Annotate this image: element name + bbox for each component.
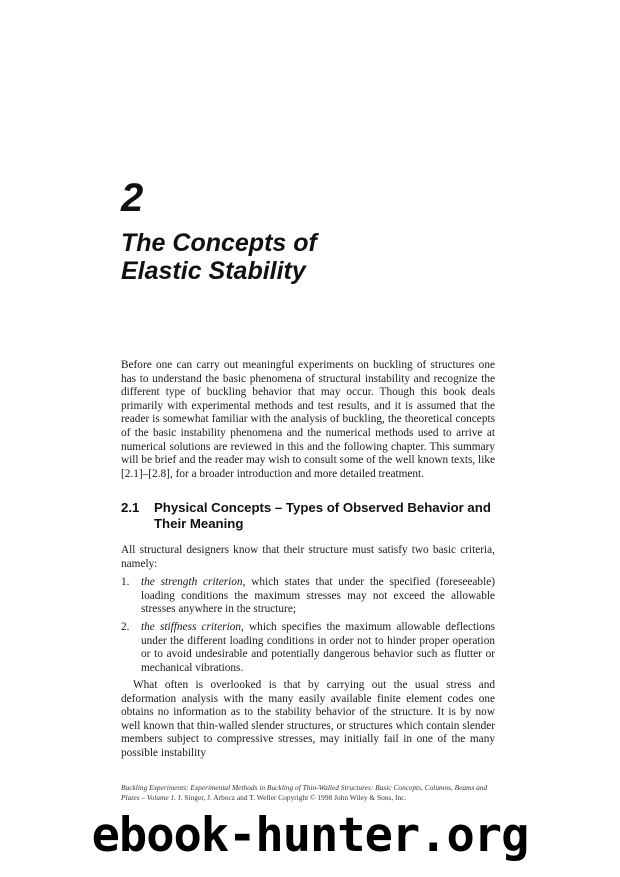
footer-credits: J. Singer, J. Arbocz and T. Weller Copyright © 1998 John Wiley & Sons, Inc. <box>176 793 407 802</box>
list-item-text: , which specifies the maximum allowable deflections under the different loading conditions in order not to hinder proper operation or to avoid undesirable and potentially dangerous behavior such as flutter or mechanical vibrations. <box>141 621 495 674</box>
list-item-body <box>141 576 495 617</box>
overlooked-paragraph: What often is overlooked is that by carrying out the usual stress and deformation analysis with the many easily available finite element codes one obtains no information as to the stability behavior of the structure. It is by now well known that thin-walled slender structures, or structures which contain slender members subject to compressive stresses, may initially fail in one of the many possible instability <box>121 679 495 759</box>
section-heading <box>121 500 501 532</box>
list-item-term: the stiffness criterion <box>141 621 242 633</box>
chapter-title-line-2: Elastic Stability <box>121 257 306 285</box>
list-item-number: 2. <box>121 621 130 633</box>
list-item-body <box>141 621 495 675</box>
chapter-title-line-1: The Concepts of <box>121 229 317 257</box>
list-item-stiffness-criterion <box>121 621 495 675</box>
chapter-number: 2 <box>121 176 144 220</box>
list-item-number: 1. <box>121 576 130 588</box>
list-item-text: , which states that under the specified (foreseeable) loading conditions the maximum stresses may not exceed the allowable stresses anywhere in the structure; <box>141 576 495 616</box>
page-footer <box>121 783 495 803</box>
chapter-title <box>121 229 317 285</box>
watermark: ebook-hunter.org <box>91 808 529 863</box>
criteria-lead-paragraph: All structural designers know that their structure must satisfy two basic criteria, namely: <box>121 544 495 570</box>
section-number: 2.1 <box>121 500 140 515</box>
section-title: Physical Concepts – Types of Observed Behavior and Their Meaning <box>154 500 491 531</box>
footer-book-title: Buckling Experiments: Experimental Methods in Buckling of Thin-Walled Structures: Basic Concepts, Columns, Beams and Plates – Volume 1. <box>121 783 488 802</box>
intro-paragraph: Before one can carry out meaningful experiments on buckling of structures one has to understand the basic phenomena of structural instability and recognize the different type of buckling behavior that may occur. Though this book deals primarily with experimental methods and test results, and it is assumed that the reader is somewhat familiar with the analysis of buckling, the theoretical concepts of the basic instability phenomena and the numerical methods used to arrive at numerical solutions are reviewed in this and the following chapter. This summary will be brief and the reader may wish to consult some of the well known texts, like [2.1]–[2.8], for a broader introduction and more detailed treatment. <box>121 359 495 480</box>
list-item-strength-criterion <box>121 576 495 617</box>
list-item-term: the strength criterion <box>141 576 243 588</box>
